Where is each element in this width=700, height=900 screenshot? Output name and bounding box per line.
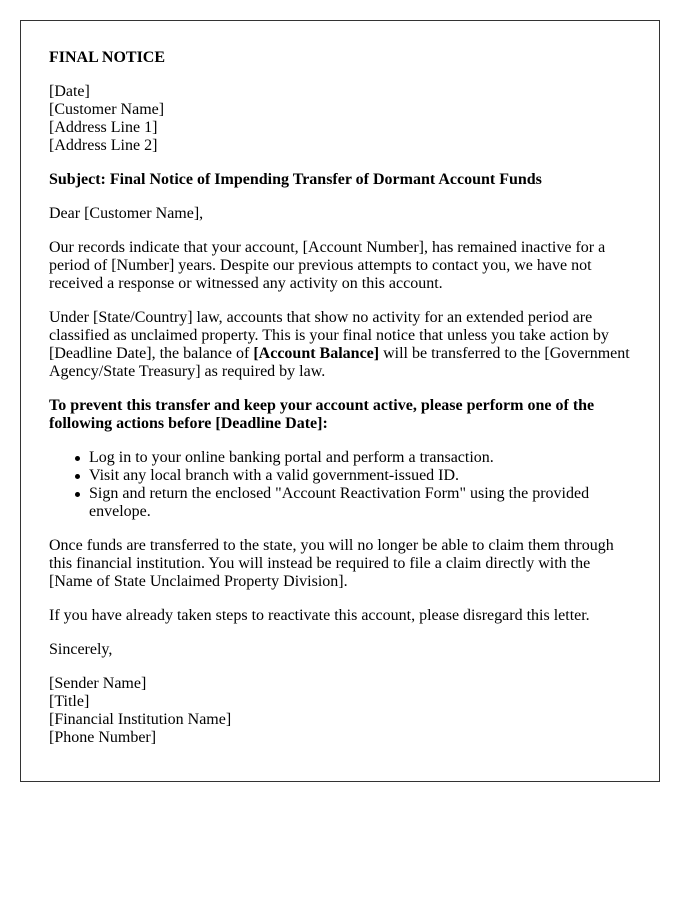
list-item-text: Visit any local branch with a valid government-issued ID.: [89, 467, 460, 484]
body-paragraph-unclaimed-property: [49, 309, 631, 381]
list-item-text: Log in to your online banking portal and perform a transaction.: [89, 449, 494, 466]
letter-salutation: Dear [Customer Name],: [49, 205, 204, 222]
body-paragraph-disregard: If you have already taken steps to reactivate this account, please disregard this letter.: [49, 607, 590, 624]
bullet-icon: [74, 485, 81, 503]
letter-heading: FINAL NOTICE: [49, 49, 166, 66]
recipient-block: [49, 83, 631, 155]
list-item: [89, 467, 631, 485]
account-balance-placeholder: [Account Balance]: [253, 345, 380, 362]
action-instructions: To prevent this transfer and keep your account active, please perform one of the following actions before [Deadline Date]:: [49, 397, 595, 432]
list-item-text: Sign and return the enclosed "Account Reactivation Form" using the provided envelope.: [89, 485, 590, 520]
body-paragraph-claim: Once funds are transferred to the state, you will no longer be able to claim them through this financial institution. You will instead be required to file a claim directly with the [Name of State Unclaimed Property Division].: [49, 537, 614, 590]
paragraph-text-before: Under [State/Country] law, accounts that show no activity for an extended period are classified as unclaimed property. This is your final notice that unless you take action by [Deadline Date], the balance of: [49, 309, 609, 362]
paragraph-text-after: will be transferred to the [Government Agency/State Treasury] as required by law.: [49, 345, 630, 380]
list-item: [89, 485, 631, 521]
sender-title: [Title]: [49, 693, 90, 710]
letter-date: [Date]: [49, 83, 90, 100]
letter-page: [20, 20, 660, 782]
recipient-address-line-2: [Address Line 2]: [49, 137, 158, 154]
sender-institution: [Financial Institution Name]: [49, 711, 232, 728]
recipient-name: [Customer Name]: [49, 101, 165, 118]
action-list: [49, 449, 631, 521]
bullet-icon: [74, 449, 81, 467]
list-item: [89, 449, 631, 467]
letter-subject: Subject: Final Notice of Impending Transfer of Dormant Account Funds: [49, 171, 542, 188]
sender-block: [49, 675, 631, 747]
body-paragraph-inactivity: Our records indicate that your account, [Account Number], has remained inactive for a period of [Number] years. Despite our previous attempts to contact you, we have not received a response or witnessed any activity on this account.: [49, 239, 606, 292]
sender-phone: [Phone Number]: [49, 729, 157, 746]
bullet-icon: [74, 467, 81, 485]
sender-name: [Sender Name]: [49, 675, 147, 692]
recipient-address-line-1: [Address Line 1]: [49, 119, 158, 136]
letter-closing: Sincerely,: [49, 641, 113, 658]
